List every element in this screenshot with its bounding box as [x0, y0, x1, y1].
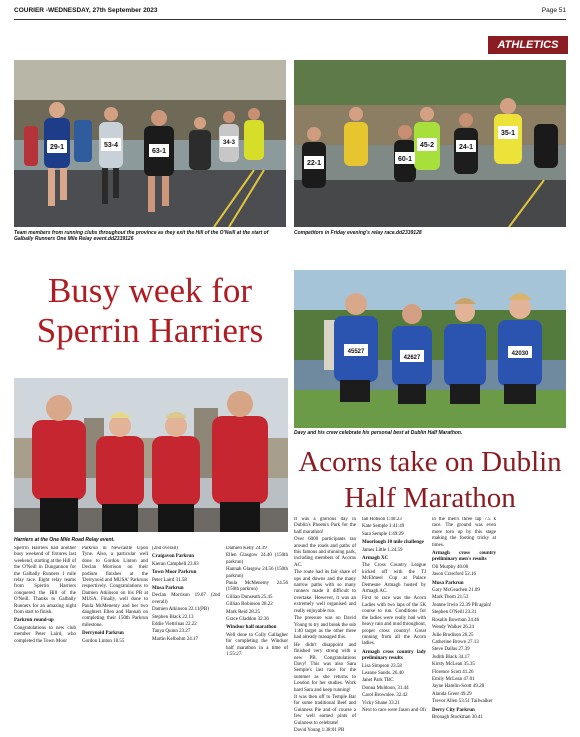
paragraph: Wendy Walker 26.24	[432, 625, 475, 631]
paragraph: Leanne Sands. 26.40	[362, 670, 404, 676]
article-headline: Busy week for	[47, 271, 253, 310]
subheading: Armagh XC	[362, 556, 389, 562]
paragraph: Stephen O'Neill 23.31	[432, 610, 477, 616]
paragraph: Gary McGeachen 21.09	[432, 588, 480, 594]
paragraph: Janet Park TBC	[362, 678, 394, 684]
paragraph: Tanya Quinn 23.27	[152, 629, 191, 635]
paragraph: Alanda Greer 49.29	[432, 691, 472, 697]
paragraph: It was a glorious day in Dublin's Phoenix Park for the half marathon!	[294, 517, 356, 535]
subheading: Parkrun round-up	[14, 618, 54, 624]
paragraph: He didn't disappoint and finished very strong with a new PB. Congratulations Davy! This was also Sara Semple's last race for the summer as she returns to London for her studies. Work hard Sara and keep running!	[294, 642, 356, 693]
subheading: Craigavon Parkrun	[152, 554, 195, 560]
paragraph: Well done to Colly Gallagher for completing the Windsor half marathon in a time of 1:55:27.	[226, 632, 288, 658]
paragraph: in the men's three lap 7.5 k race. The ground was even more torn up by this stage making the footing tricky at times.	[432, 517, 496, 548]
article-column	[432, 517, 496, 732]
paragraph: James Little 1.24.59	[362, 547, 403, 553]
paragraph: Bronagh Stockman 30.41	[432, 714, 483, 720]
paragraph: Jayne Hamlin-Scott 49.28	[432, 684, 485, 690]
paragraph: Damien Kelly 24.39	[226, 546, 267, 551]
photo-caption: Competitors in Friday evening's relay race.dd2339128	[294, 230, 422, 236]
section-tab: ATHLETICS	[488, 36, 568, 54]
article-column	[294, 517, 356, 732]
subheading: Town Moor Parkrun	[152, 570, 197, 576]
subheading: Derrynoid Parkrun	[82, 631, 124, 637]
subheading: Musa Parkrun	[152, 586, 184, 592]
bib-number: 45-2	[419, 142, 435, 149]
paragraph: Judith Black 34.17	[432, 654, 470, 660]
paragraph: Grace Gladdon 32.36	[226, 617, 269, 623]
paragraph: Kirsty McLean 35.35	[432, 662, 475, 668]
paragraph: Martin Kelbohm 24.17	[152, 636, 198, 642]
paragraph: Vicky Shane 33.21	[362, 700, 400, 706]
bib-number: 63-1	[151, 148, 167, 155]
paragraph: Kieran Campbell 23.03	[152, 561, 199, 567]
paragraph: Paula McMenemy 24.56 (150th parkrun)	[226, 581, 288, 593]
paragraph: Sara Semple 1:49:29	[362, 531, 404, 537]
article-column	[82, 546, 148, 732]
paragraph: Oli Murphy 40.00	[432, 564, 469, 570]
paragraph: Trevor Allen 53.51 Tailwalker	[432, 699, 493, 705]
bib-number: 42627	[403, 355, 421, 361]
paragraph: It was then off to Temple Bar for some traditional Beef and Guinness Pie and of course a few well earned pints of Guinness to celebrate!	[294, 694, 356, 726]
bib-number: 45527	[347, 349, 365, 355]
photo-relay-competitors	[294, 60, 566, 227]
paragraph: Hannah Glasgow 24.56 (150th parkrun)	[226, 567, 288, 579]
article-column	[226, 546, 288, 732]
paragraph: Julie Brodison 26.25	[432, 632, 474, 638]
paragraph: Carol Brownlee. 32.42	[362, 693, 408, 699]
subheading: Moorlough 10 mile challenge	[362, 540, 424, 546]
paragraph: Steve Dallas 27.39	[432, 647, 470, 653]
paragraph: First to race was the Acorn Ladies with two laps of the 5K course to run. Conditions for the ladies were really bad with heavy rain and mud throughout, proper cross country! Great running from all the Acorn ladies.	[362, 596, 426, 647]
photo-dublin-half-marathon	[294, 270, 566, 428]
paragraph: Sperrin Harriers had another busy weekend of fixtures last weekend, starting at the Hill of the O'Neill in Dungannon for the Galbally Runners 1 mile relay race. Eight relay teams from Sperrin Harriers conquered the Hill of the O'Neill. Thanks to Galbally Runners for an amazing night from start to finish.	[14, 546, 76, 616]
photo-caption: Harriers at the One Mile Road Relay event.	[14, 537, 115, 543]
page-header-left: COURIER -WEDNESDAY, 27th September 2023	[14, 7, 158, 14]
paragraph: Jason Crawford 52.16	[432, 572, 477, 578]
paragraph: Mark Thom 21.53	[432, 595, 469, 601]
paragraph: Damien Atkinson 22.11(PB)	[152, 607, 209, 613]
paragraph: Florence Scott 41.26	[432, 669, 474, 675]
subheading: Musa Parkrun	[432, 580, 464, 586]
paragraph: Rosalin Bowman 24.46	[432, 617, 480, 623]
article-headline: Half Marathon	[344, 482, 516, 514]
paragraph: Ian Hobson 1:40:23	[362, 517, 402, 522]
article-column	[152, 546, 220, 732]
bib-number: 24-1	[458, 144, 474, 151]
paragraph: Ellen Glasgow 24.40 (150th parkrun)	[226, 553, 288, 565]
photo-relay-start	[14, 60, 286, 227]
paragraph: Congratulations to new club member Peter Laird, who completed the Town Moor	[14, 625, 76, 644]
paragraph: Donna Muldoon, 31.44	[362, 685, 409, 691]
paragraph: Over 6000 participants ran around the roads and paths of this famous and stunning park, including members of Acorns AC.	[294, 537, 356, 568]
paragraph: Declan Morrison 19.07 (2nd overall)	[152, 593, 220, 605]
subheading: Windsor half marathon	[226, 625, 277, 631]
paragraph: The route had its fair share of ups and downs and the many narrow paths with so many runners made it difficult to overtake. However, it was an extremely well organised and really enjoyable run.	[294, 570, 356, 614]
paragraph: Parkrun in Newcastle Upon Tyne. Also, a particular well done to Gordon Linton and Declan Morrison on their podium finishes at the 'Derrynoid and MUSA' Parkruns respectively. Congratulations to Damien Atkinson on his PB at MUSA. Finally, well done to Paula McMenemy and her two daughters Ellen and Hannah on completing their 150th Parkrun milestone.	[82, 546, 148, 628]
header-rule	[14, 19, 566, 20]
photo-caption: Davy and his crew celebrate his personal best at Dublin Half Marathon.	[294, 430, 463, 436]
paragraph: David Young 1:38:01 PB	[294, 728, 345, 732]
article-column	[14, 546, 76, 732]
paragraph: The pressure was on David Young to try and break the sub 1:40 target as the other three had already managed this.	[294, 616, 356, 641]
bib-number: 29-1	[49, 144, 65, 151]
paragraph: Peter Laird 31.58	[152, 577, 187, 583]
subheading: Armagh cross country preliminary men's results	[432, 551, 496, 563]
bib-number: 42030	[511, 351, 529, 357]
subheading: Armagh cross country lady preliminary results	[362, 649, 426, 662]
bib-number: 34-3	[222, 140, 236, 146]
bib-number: 22-1	[306, 160, 322, 167]
paragraph: Emily McLean 47.01	[432, 676, 475, 682]
paragraph: Kate Semple 1:41:49	[362, 524, 405, 530]
photo-harriers-group	[14, 378, 288, 532]
paragraph: Eddie Viettrinas 22.22	[152, 622, 197, 628]
bib-number: 35-1	[500, 130, 516, 137]
paragraph: Catherine Brown 27.13	[432, 639, 479, 645]
article-column	[362, 517, 426, 732]
page-number: Page 51	[541, 7, 566, 14]
paragraph: Mark Reid 28.25	[226, 609, 261, 615]
paragraph: Joanne Irwin 22.39 PB again!	[432, 602, 492, 608]
bib-number: 60-1	[397, 156, 413, 163]
paragraph: Gordon Linton 18.55	[82, 638, 125, 644]
article-headline: Acorns take on Dublin	[298, 446, 562, 478]
paragraph: (2nd overall)	[152, 546, 178, 551]
paragraph: Lisa Simpson 23.58	[362, 663, 402, 669]
paragraph: Stephen Black 22.13	[152, 614, 194, 620]
paragraph: Next to race were Jason and Oli	[362, 707, 426, 713]
paragraph: Gillian Robinson 28.22	[226, 602, 273, 608]
paragraph: Gillian Dunseath 25.45	[226, 594, 273, 600]
photo-caption: Team members from running clubs throughout the province as they exit the Hill of the O'Neill at the start of Galbally Runners One Mile Relay event.dd2339126	[14, 230, 269, 242]
subheading: Derry City Parkrun	[432, 707, 475, 713]
paragraph: The Cross Country League kicked off with the TJ McElmeel Cup at Palace Demesne Armagh hosted by Armagh AC.	[362, 563, 426, 595]
article-headline: Sperrin Harriers	[36, 311, 264, 350]
bib-number: 53-4	[103, 142, 119, 149]
